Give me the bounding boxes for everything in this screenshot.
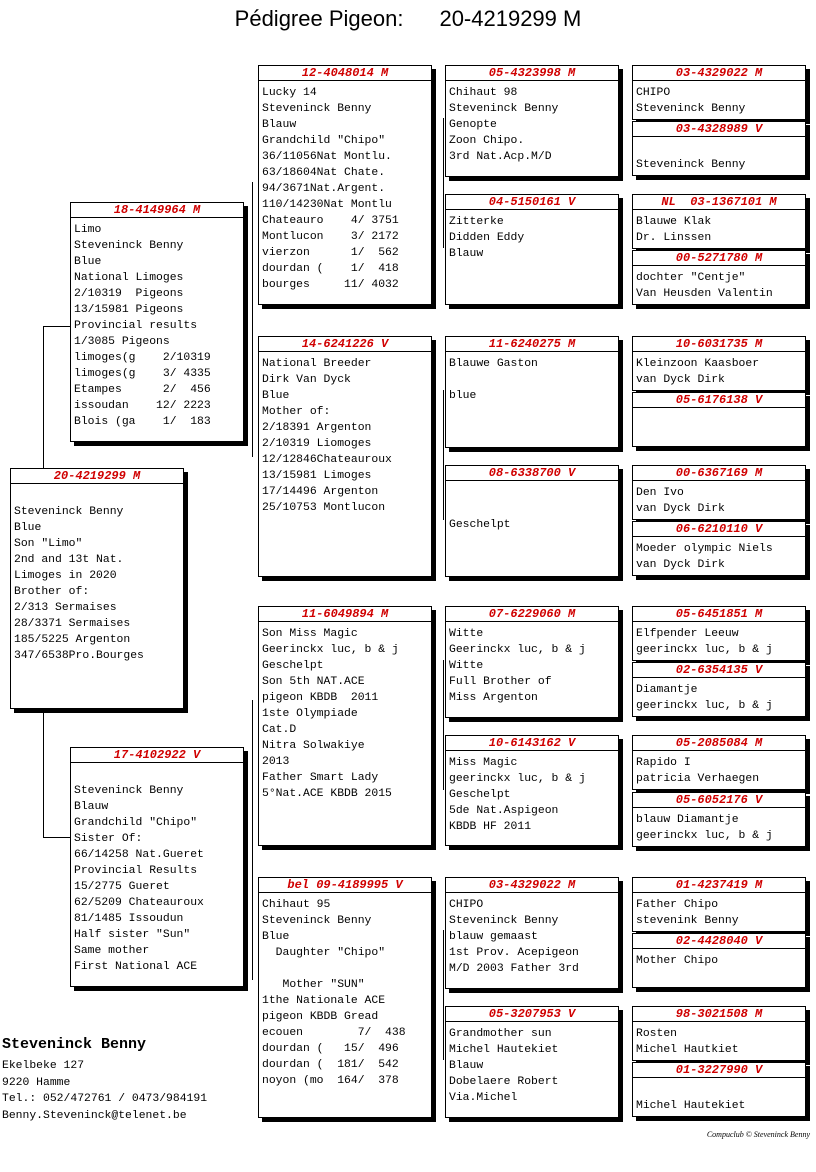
great-grandparent-card[interactable] bbox=[445, 336, 619, 448]
connector-line bbox=[252, 700, 253, 980]
great-grandparent-card[interactable] bbox=[445, 194, 619, 305]
ring-number: 03-4329022 M bbox=[446, 878, 618, 893]
card-body: Michel Hautekiet bbox=[636, 1100, 746, 1112]
card-body: Lucky 14 Steveninck Benny Blauw Grandchild "Chipo" 36/11056Nat Montlu. 63/18604Nat Chate. 94/3671Nat.Argent. 110/14230Nat Montlu Chateauro 4/ 3751 Montlucon 3/ 2172 vierzon 1/ 562 dourdan ( 1/ 418 bourges 11/ 4032 bbox=[262, 87, 399, 291]
connector-line bbox=[443, 118, 444, 248]
ancestor-card[interactable] bbox=[632, 877, 806, 932]
ancestor-card[interactable] bbox=[632, 735, 806, 790]
grandparent-card[interactable] bbox=[258, 336, 432, 577]
card-body: dochter "Centje" Van Heusden Valentin bbox=[636, 272, 773, 300]
mother-card[interactable] bbox=[70, 747, 244, 987]
card-body bbox=[633, 408, 805, 432]
ancestor-card[interactable] bbox=[632, 1062, 806, 1117]
father-card[interactable] bbox=[70, 202, 244, 442]
card-body: Zitterke Didden Eddy Blauw bbox=[449, 216, 525, 260]
card-body: Grandmother sun Michel Hautekiet Blauw Dobelaere Robert Via.Michel bbox=[449, 1028, 559, 1104]
ring-number: 11-6240275 M bbox=[446, 337, 618, 352]
ring-number: 00-6367169 M bbox=[633, 466, 805, 481]
owner-block bbox=[2, 1036, 207, 1124]
great-grandparent-card[interactable] bbox=[445, 65, 619, 177]
ring-number: 02-4428040 V bbox=[633, 934, 805, 949]
ancestor-card[interactable] bbox=[632, 521, 806, 576]
connector-line bbox=[443, 390, 444, 520]
ring-number: 12-4048014 M bbox=[259, 66, 431, 81]
ring-number: 07-6229060 M bbox=[446, 607, 618, 622]
ring-number: 03-4328989 V bbox=[633, 122, 805, 137]
great-grandparent-card[interactable] bbox=[445, 1006, 619, 1118]
card-body: Steveninck Benny bbox=[636, 159, 746, 171]
connector-line bbox=[43, 326, 44, 468]
ring-number: 05-6451851 M bbox=[633, 607, 805, 622]
ring-number: 17-4102922 V bbox=[71, 748, 243, 763]
ring-number: 10-6031735 M bbox=[633, 337, 805, 352]
owner-street: Ekelbeke 127 bbox=[2, 1060, 85, 1072]
card-body: National Breeder Dirk Van Dyck Blue Mother of: 2/18391 Argenton 2/10319 Liomoges 12/12846Chateauroux 13/15981 Limoges 17/14496 Argenton 25/10753 Montlucon bbox=[262, 358, 392, 514]
card-body: Steveninck Benny Blue Son "Limo" 2nd and 13t Nat. Limoges in 2020 Brother of: 2/313 Sermaises 28/3371 Sermaises 185/5225 Argenton 347/6538Pro.Bourges bbox=[14, 506, 144, 662]
ring-number: 05-6176138 V bbox=[633, 393, 805, 408]
ring-number: 20-4219299 M bbox=[11, 469, 183, 484]
ancestor-card[interactable] bbox=[632, 1006, 806, 1061]
ring-number: 10-6143162 V bbox=[446, 736, 618, 751]
connector-line bbox=[43, 326, 70, 327]
connector-line bbox=[443, 930, 444, 1060]
card-body: Elfpender Leeuw geerinckx luc, b & j bbox=[636, 628, 773, 656]
card-body: Rapido I patricia Verhaegen bbox=[636, 757, 760, 785]
ring-number: 01-3227990 V bbox=[633, 1063, 805, 1078]
page-title bbox=[0, 6, 816, 32]
card-body: Steveninck Benny Blauw Grandchild "Chipo" Sister Of: 66/14258 Nat.Gueret Provincial Results 15/2775 Gueret 62/5209 Chateauroux 81/1485 Issoudun Half sister "Sun" Same mother First National ACE bbox=[74, 785, 204, 973]
grandparent-card[interactable] bbox=[258, 65, 432, 305]
ring-number: 06-6210110 V bbox=[633, 522, 805, 537]
ancestor-card[interactable] bbox=[632, 465, 806, 520]
card-body: CHIPO Steveninck Benny bbox=[636, 87, 746, 115]
card-body: Chihaut 98 Steveninck Benny Genopte Zoon Chipo. 3rd Nat.Acp.M/D bbox=[449, 87, 559, 163]
ancestor-card[interactable] bbox=[632, 194, 806, 249]
card-body: blauw Diamantje geerinckx luc, b & j bbox=[636, 814, 773, 842]
subject-card[interactable] bbox=[10, 468, 184, 709]
card-body: Chihaut 95 Steveninck Benny Blue Daughter "Chipo" Mother "SUN" 1the Nationale ACE pigeon KBDB Gread ecouen 7/ 438 dourdan ( 15/ 496 dourdan ( 181/ 542 noyon (mo 164/ 378 bbox=[262, 899, 406, 1087]
owner-email[interactable]: Benny.Steveninck@telenet.be bbox=[2, 1109, 187, 1122]
ring-number: 14-6241226 V bbox=[259, 337, 431, 352]
ring-number: 05-6052176 V bbox=[633, 793, 805, 808]
card-body: CHIPO Steveninck Benny blauw gemaast 1st Prov. Acepigeon M/D 2003 Father 3rd bbox=[449, 899, 579, 975]
ring-number: 98-3021508 M bbox=[633, 1007, 805, 1022]
ring-number: 05-3207953 V bbox=[446, 1007, 618, 1022]
owner-name: Steveninck Benny bbox=[2, 1036, 147, 1053]
card-body: Diamantje geerinckx luc, b & j bbox=[636, 684, 773, 712]
ring-number: 05-4323998 M bbox=[446, 66, 618, 81]
ring-number: 02-6354135 V bbox=[633, 663, 805, 678]
great-grandparent-card[interactable] bbox=[445, 606, 619, 718]
owner-phone: Tel.: 052/472761 / 0473/984191 bbox=[2, 1093, 208, 1105]
connector-line bbox=[252, 182, 253, 457]
connector-line bbox=[43, 712, 44, 837]
card-body: Kleinzoon Kaasboer van Dyck Dirk bbox=[636, 358, 760, 386]
card-body: Geschelpt bbox=[449, 519, 511, 531]
card-body: Blauwe Gaston blue bbox=[449, 358, 538, 402]
great-grandparent-card[interactable] bbox=[445, 465, 619, 577]
ring-number: 08-6338700 V bbox=[446, 466, 618, 481]
ring-number: 04-5150161 V bbox=[446, 195, 618, 210]
title-ring: 20-4219299 M bbox=[439, 6, 582, 31]
connector-line bbox=[43, 837, 70, 838]
connector-line bbox=[443, 660, 444, 790]
card-body: Limo Steveninck Benny Blue National Limoges 2/10319 Pigeons 13/15981 Pigeons Provincial results 1/3085 Pigeons limoges(g 2/10319 limoges(g 3/ 4335 Etampes 2/ 456 issoudan 12/ 2223 Blois (ga 1/ 183 bbox=[74, 224, 211, 428]
ring-number: 03-4329022 M bbox=[633, 66, 805, 81]
ancestor-card[interactable] bbox=[632, 606, 806, 661]
grandparent-card[interactable] bbox=[258, 877, 432, 1118]
ring-number: 05-2085084 M bbox=[633, 736, 805, 751]
ancestor-card[interactable] bbox=[632, 392, 806, 447]
card-body: Miss Magic geerinckx luc, b & j Geschelpt 5de Nat.Aspigeon KBDB HF 2011 bbox=[449, 757, 586, 833]
great-grandparent-card[interactable] bbox=[445, 735, 619, 846]
ancestor-card[interactable] bbox=[632, 121, 806, 176]
ancestor-card[interactable] bbox=[632, 792, 806, 847]
card-body: Rosten Michel Hautkiet bbox=[636, 1028, 739, 1056]
ancestor-card[interactable] bbox=[632, 65, 806, 120]
card-body: Father Chipo stevenink Benny bbox=[636, 899, 739, 927]
ring-number: 00-5271780 M bbox=[633, 251, 805, 266]
card-body: Son Miss Magic Geerinckx luc, b & j Geschelpt Son 5th NAT.ACE pigeon KBDB 2011 1ste Olympiade Cat.D Nitra Solwakiye 2013 Father Smart Lady 5°Nat.ACE KBDB 2015 bbox=[262, 628, 399, 800]
copyright-text: Compuclub © Steveninck Benny bbox=[706, 1130, 810, 1139]
card-body: Witte Geerinckx luc, b & j Witte Full Brother of Miss Argenton bbox=[449, 628, 586, 704]
great-grandparent-card[interactable] bbox=[445, 877, 619, 989]
ancestor-card[interactable] bbox=[632, 336, 806, 391]
title-label: Pédigree Pigeon: bbox=[234, 6, 404, 31]
ring-number: 11-6049894 M bbox=[259, 607, 431, 622]
owner-city: 9220 Hamme bbox=[2, 1076, 71, 1089]
ring-number: NL 03-1367101 M bbox=[633, 195, 805, 210]
ring-number: 01-4237419 M bbox=[633, 878, 805, 893]
grandparent-card[interactable] bbox=[258, 606, 432, 846]
ancestor-card[interactable] bbox=[632, 250, 806, 305]
ring-number: bel 09-4189995 V bbox=[259, 878, 431, 893]
card-body: Den Ivo van Dyck Dirk bbox=[636, 487, 725, 515]
ancestor-card[interactable] bbox=[632, 662, 806, 717]
ancestor-card[interactable] bbox=[632, 933, 806, 988]
ring-number: 18-4149964 M bbox=[71, 203, 243, 218]
card-body: Blauwe Klak Dr. Linssen bbox=[636, 216, 712, 244]
card-body: Moeder olympic Niels van Dyck Dirk bbox=[636, 543, 773, 571]
card-body: Mother Chipo bbox=[636, 955, 719, 967]
